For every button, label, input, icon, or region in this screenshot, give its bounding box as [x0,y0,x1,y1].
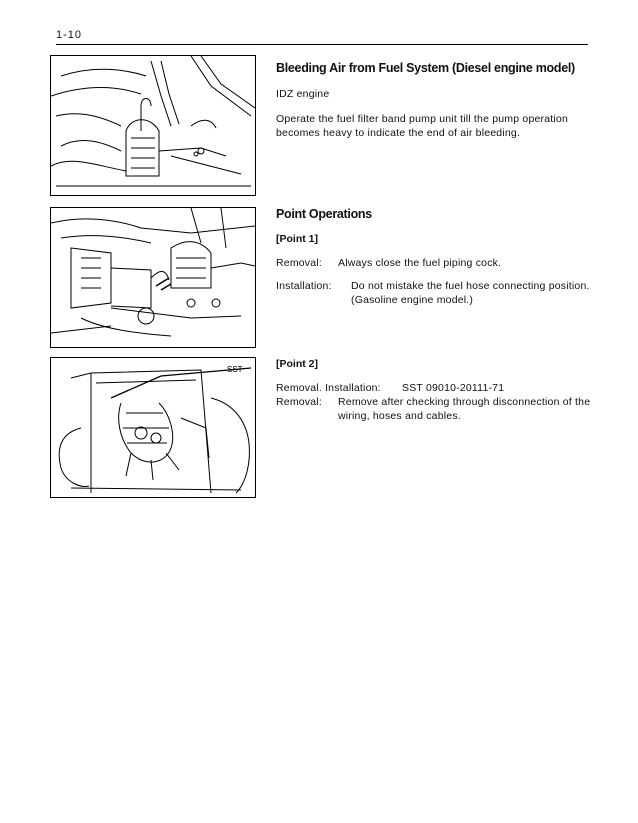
removal-label: Removal: [276,396,322,408]
removal-text: Always close the fuel piping cock. [338,257,502,269]
section-bleeding-air [276,61,592,140]
page-number: 1-10 [56,29,83,41]
installation-row [276,279,592,307]
sst-removal-illustration [51,358,255,497]
point-label: [Point 1] [276,233,318,245]
fuel-filter-pump-illustration [51,56,255,195]
engine-subheading: IDZ engine [276,88,330,100]
figure-sst-removal [50,357,256,498]
section-heading: Bleeding Air from Fuel System (Diesel engine model) [276,61,575,75]
section-heading: Point Operations [276,207,372,221]
figure-fuel-piping-cock [50,207,256,348]
figure-fuel-filter-pump [50,55,256,196]
sst-callout-label: SST [227,365,243,374]
sst-part-number: SST 09010-20111-71 [402,382,505,394]
removal-row [276,256,592,270]
fuel-piping-cock-illustration [51,208,255,347]
removal-label: Removal: [276,257,322,269]
section-point-2 [276,358,592,423]
removal-text: Remove after checking through disconnection of the wiring, hoses and cables. [338,396,591,422]
section-point-operations [276,207,592,307]
point-label: [Point 2] [276,358,318,370]
removal-installation-label: Removal. Installation: [276,382,381,394]
removal-row [276,395,592,423]
installation-label: Installation: [276,280,332,292]
header-rule [56,44,588,45]
installation-text: Do not mistake the fuel hose connecting position. (Gasoline engine model.) [351,280,590,306]
removal-installation-row [276,381,592,395]
bleeding-instructions: Operate the fuel filter band pump unit till the pump operation becomes heavy to indicate the end of air bleeding. [276,113,568,139]
